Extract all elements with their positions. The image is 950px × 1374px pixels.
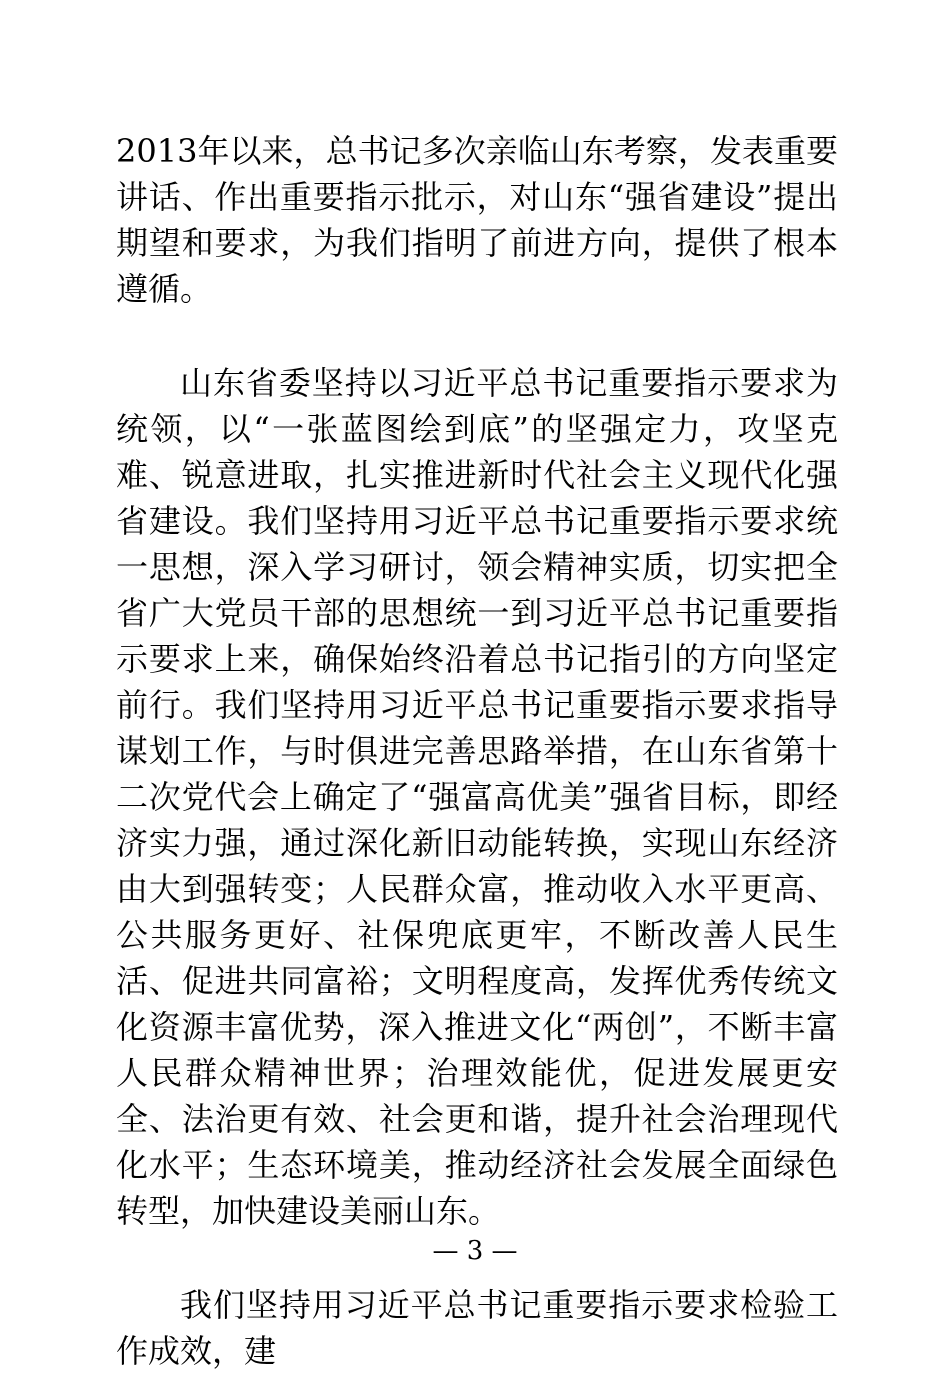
page-number: — 3 — (432, 1236, 518, 1266)
paragraph-1: 2013年以来，总书记多次亲临山东考察，发表重要讲话、作出重要指示批示，对山东“强省建设”提出期望和要求，为我们指明了前进方向，提供了根本遵循。 (116, 132, 838, 308)
body-text (116, 128, 838, 1374)
paragraph-3: 我们坚持用习近平总书记重要指示要求检验工作成效，建 (116, 1286, 838, 1370)
paragraph-2: 山东省委坚持以习近平总书记重要指示要求为统领，以“一张蓝图绘到底”的坚强定力，攻坚克难、锐意进取，扎实推进新时代社会主义现代化强省建设。我们坚持用习近平总书记重要指示要求统一思想，深入学习研讨，领会精神实质，切实把全省广大党员干部的思想统一到习近平总书记重要指示要求上来，确保始终沿着总书记指引的方向坚定前行。我们坚持用习近平总书记重要指示要求指导谋划工作，与时俱进完善思路举措，在山东省第十二次党代会上确定了“强富高优美”强省目标，即经济实力强，通过深化新旧动能转换，实现山东经济由大到强转变；人民群众富，推动收入水平更高、公共服务更好、社保兜底更牢，不断改善人民生活、促进共同富裕；文明程度高，发挥优秀传统文化资源丰富优势，深入推进文化“两创”，不断丰富人民群众精神世界；治理效能优，促进发展更安全、法治更有效、社会更和谐，提升社会治理现代化水平；生态环境美，推动经济社会发展全面绿色转型，加快建设美丽山东。 (116, 364, 838, 1230)
